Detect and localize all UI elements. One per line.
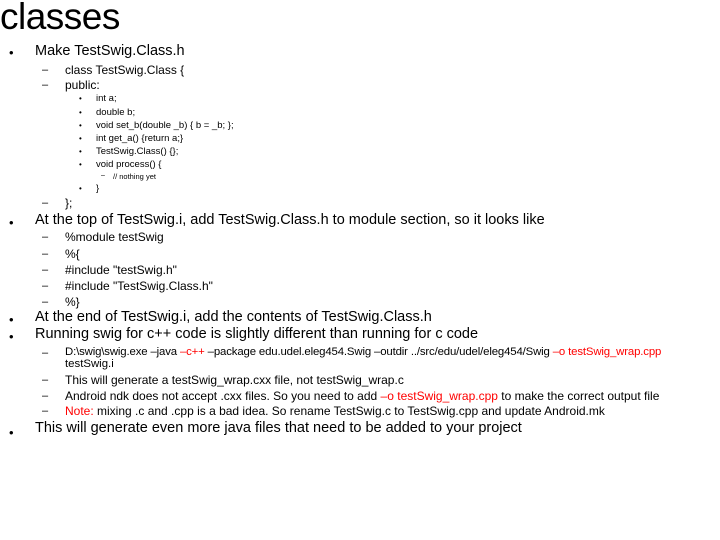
- code-member: double b;: [96, 107, 136, 118]
- ndk-cxx-note: Android ndk does not accept .cxx files. So you need to add –o testSwig_wrap.cpp to make the correct output file: [65, 389, 660, 403]
- code-class-decl: class TestSwig.Class {: [65, 63, 185, 77]
- dash-marker: –: [42, 374, 49, 386]
- dash-marker: –: [42, 64, 49, 76]
- code-public: public:: [65, 78, 100, 92]
- dash-marker: –: [101, 172, 105, 179]
- cpp-flag: –c++: [179, 346, 205, 358]
- bullet-marker: •: [9, 215, 14, 230]
- code-include: #include "testSwig.h": [65, 263, 177, 277]
- swig-command-continued: testSwig.i: [65, 358, 114, 370]
- code-member: void process() {: [96, 159, 162, 170]
- dash-marker: –: [42, 296, 49, 308]
- bullet-end-of-swig-i: At the end of TestSwig.i, add the contents of TestSwig.Class.h: [35, 309, 432, 325]
- code-close-block: %}: [65, 295, 80, 309]
- bullet-marker: •: [79, 108, 82, 117]
- code-close-brace: }: [96, 183, 100, 194]
- generate-cxx-note: This will generate a testSwig_wrap.cxx file, not testSwig_wrap.c: [65, 373, 404, 387]
- bullet-marker: •: [9, 312, 14, 327]
- bullet-top-of-swig-i: At the top of TestSwig.i, add TestSwig.Class.h to module section, so it looks like: [35, 212, 545, 228]
- page-title: classes: [0, 0, 120, 37]
- dash-marker: –: [42, 231, 49, 243]
- dash-marker: –: [42, 347, 49, 359]
- code-member: void set_b(double _b) { b = _b; };: [96, 120, 234, 131]
- bullet-marker: •: [79, 184, 82, 193]
- note-label: Note:: [65, 404, 94, 418]
- code-class-close: };: [65, 196, 73, 210]
- bullet-marker: •: [79, 134, 82, 143]
- code-module: %module testSwig: [65, 230, 164, 244]
- code-open-block: %{: [65, 247, 80, 261]
- dash-marker: –: [42, 197, 49, 209]
- dash-marker: –: [42, 264, 49, 276]
- output-flag: –o testSwig_wrap.cpp: [552, 346, 662, 358]
- bullet-make-class-header: Make TestSwig.Class.h: [35, 43, 185, 59]
- dash-marker: –: [42, 405, 49, 417]
- bullet-running-swig-cpp: Running swig for c++ code is slightly different than running for c code: [35, 326, 479, 342]
- bullet-more-java-files: This will generate even more java files that need to be added to your project: [35, 420, 522, 436]
- bullet-marker: •: [9, 329, 14, 344]
- code-member: TestSwig.Class() {};: [96, 146, 179, 157]
- dash-marker: –: [42, 280, 49, 292]
- code-member: int a;: [96, 93, 117, 104]
- code-include: #include "TestSwig.Class.h": [65, 279, 213, 293]
- mixing-note: Note: mixing .c and .cpp is a bad idea. So rename TestSwig.c to TestSwig.cpp and update Android.mk: [65, 404, 605, 418]
- bullet-marker: •: [79, 94, 82, 103]
- bullet-marker: •: [79, 121, 82, 130]
- bullet-marker: •: [79, 160, 82, 169]
- code-comment: // nothing yet: [113, 172, 156, 181]
- bullet-marker: •: [9, 425, 14, 440]
- code-member: int get_a() {return a;}: [96, 133, 184, 144]
- output-flag: –o testSwig_wrap.cpp: [380, 389, 498, 403]
- swig-command-line: D:\swig\swig.exe –java –c++ –package edu.udel.eleg454.Swig –outdir ../src/edu/udel/eleg454/Swig –o testSwig_wrap.cpp: [65, 346, 662, 358]
- bullet-marker: •: [9, 45, 14, 60]
- bullet-marker: •: [79, 147, 82, 156]
- dash-marker: –: [42, 248, 49, 260]
- dash-marker: –: [42, 390, 49, 402]
- dash-marker: –: [42, 79, 49, 91]
